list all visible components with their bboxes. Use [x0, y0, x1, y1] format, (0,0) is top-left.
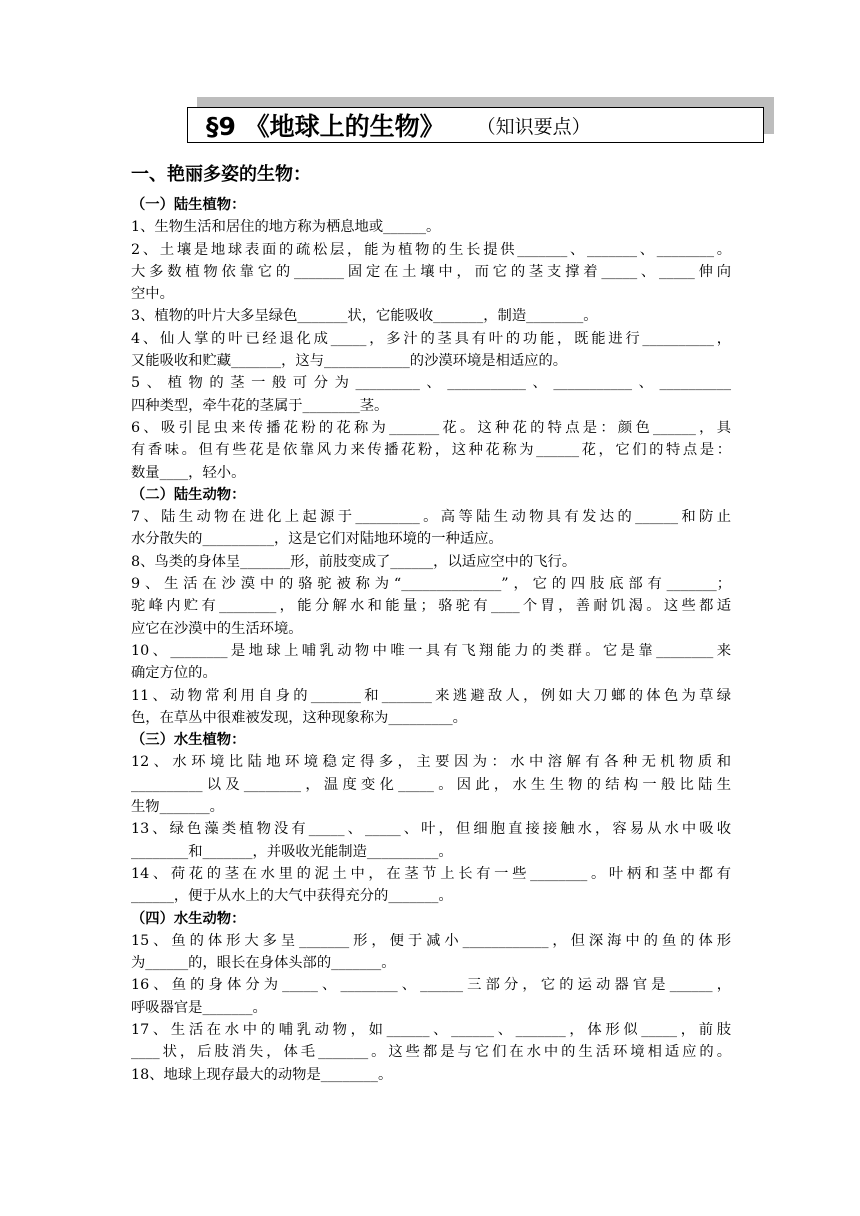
text-line: 驼峰内贮有________，能分解水和能量；骆驼有____个胃，善耐饥渴。这些都适 — [131, 598, 731, 615]
text-line: 为______的，眼长在身体头部的_______。 — [131, 955, 396, 972]
text-line: 14、荷花的茎在水里的泥土中，在茎节上长有一些________。叶柄和茎中都有 — [131, 865, 731, 882]
text-line: 呼吸器官是_______。 — [131, 999, 267, 1016]
page-subtitle: （知识要点） — [476, 115, 591, 138]
text-line: ________和_______，并吸收光能制造__________。 — [131, 843, 453, 860]
worksheet-body — [131, 194, 731, 1086]
subsection-heading: （一）陆生植物： — [131, 197, 246, 213]
title-box — [187, 107, 764, 143]
text-line: __________以及________，温度变化_____。因此，水生生物的结构一般比陆生 — [131, 776, 731, 793]
text-line: 18、地球上现存最大的动物是________。 — [131, 1066, 393, 1083]
text-line: 10、________是地球上哺乳动物中唯一具有飞翔能力的类群。它是靠________来 — [131, 642, 731, 659]
text-line: 大多数植物依靠它的_______固定在土壤中，而它的茎支撑着_____、_____伸向 — [131, 263, 731, 280]
text-line: 又能吸收和贮藏_______，这与____________的沙漠环境是相适应的。 — [131, 353, 568, 370]
text-line: 7、陆生动物在进化上起源于_________。高等陆生动物具有发达的______和防止 — [131, 509, 731, 526]
text-line: 6、吸引昆虫来传播花粉的花称为_______花。这种花的特点是：颜色______，具 — [131, 419, 731, 436]
text-line: 5、植物的茎一般可分为_________、___________、___________、__________ — [131, 375, 731, 392]
text-line: 应它在沙漠中的生活环境。 — [131, 620, 303, 637]
text-line: ____状，后肢消失，体毛_______。这些都是与它们在水中的生活环境相适应的。 — [131, 1044, 731, 1061]
text-line: 8、鸟类的身体呈_______形，前肢变成了______，以适应空中的飞行。 — [131, 553, 577, 570]
text-line: 3、植物的叶片大多呈绿色_______状，它能吸收_______，制造________。 — [131, 308, 598, 325]
text-line: 确定方位的。 — [131, 665, 217, 682]
text-line: 四种类型，牵牛花的茎属于________茎。 — [131, 397, 389, 414]
section-heading: 一、艳丽多姿的生物： — [131, 164, 311, 185]
text-line: 生物_______。 — [131, 799, 224, 816]
text-line: 12、水环境比陆地环境稳定得多，主要因为：水中溶解有各种无机物质和 — [131, 754, 731, 771]
text-line: 色，在草丛中很难被发现，这种现象称为_________。 — [131, 709, 467, 726]
text-line: 13、绿色藻类植物没有_____、_____、叶，但细胞直接接触水，容易从水中吸收 — [131, 821, 731, 838]
text-line: 16、鱼的身体分为_____、________、______三部分，它的运动器官是______， — [131, 977, 731, 994]
text-line: 4、仙人掌的叶已经退化成_____，多汁的茎具有叶的功能，既能进行__________， — [131, 330, 731, 347]
subsection-heading: （三）水生植物： — [131, 732, 246, 749]
subsection-heading: （四）水生动物： — [131, 910, 246, 927]
text-line: 有香味。但有些花是依靠风力来传播花粉，这种花称为______花，它们的特点是： — [131, 442, 731, 459]
text-line: 17、生活在水中的哺乳动物，如______、______、_______，体形似_____，前肢 — [131, 1021, 731, 1038]
text-line: ______，便于从水上的大气中获得充分的_______。 — [131, 888, 453, 905]
text-line: 水分散失的__________，这是它们对陆地环境的一种适应。 — [131, 531, 503, 548]
text-line: 空中。 — [131, 286, 174, 303]
text-line: 11、动物常利用自身的_______和_______来逃避敌人，例如大刀螂的体色为草绿 — [131, 687, 731, 704]
text-line: 9、生活在沙漠中的骆驼被称为“______________”，它的四肢底部有_______； — [131, 576, 731, 593]
text-line: 1、生物生活和居住的地方称为栖息地或______。 — [131, 219, 441, 236]
subsection-heading: （二）陆生动物： — [131, 486, 246, 503]
text-line: 2、土壤是地球表面的疏松层，能为植物的生长提供_______、_______、________。 — [131, 241, 731, 258]
text-line: 数量____，轻小。 — [131, 464, 246, 481]
text-line: 15、鱼的体形大多呈_______形，便于减小____________，但深海中的鱼的体形 — [131, 932, 731, 949]
page-title: §9 《地球上的生物》 — [206, 112, 445, 141]
